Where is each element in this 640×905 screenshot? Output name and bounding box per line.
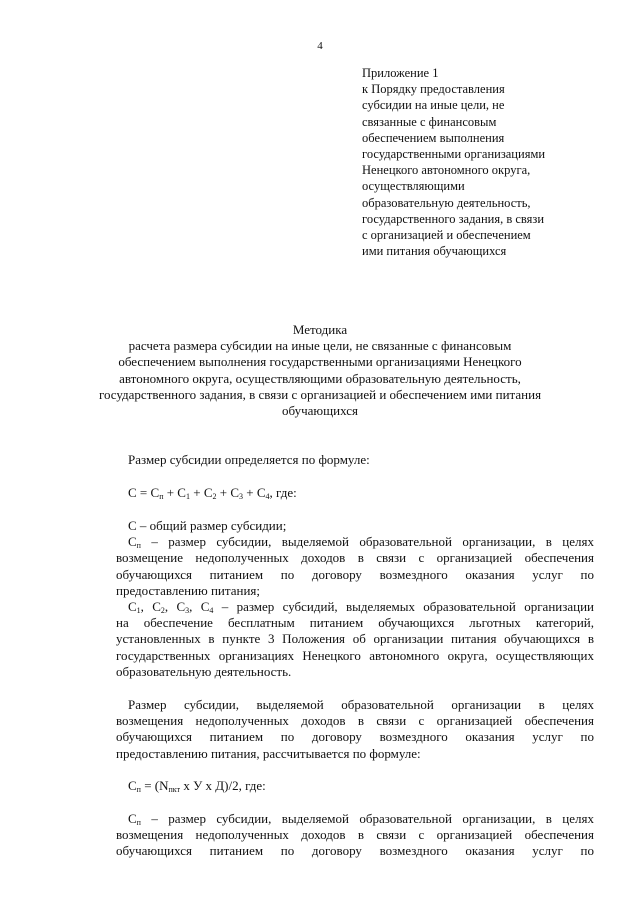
definitions-block: [116, 518, 594, 680]
formula-part: х У х Д)/2, где:: [180, 778, 266, 793]
definition-cp-repeat: [116, 811, 594, 860]
title-line: расчета размера субсидии на иные цели, не связанные с финансовым: [128, 338, 512, 354]
appendix-line: с организацией и обеспечением: [362, 228, 531, 243]
intro-paragraph: [116, 452, 594, 468]
methodology-title: [0, 322, 640, 419]
appendix-line: Приложение 1: [362, 66, 439, 80]
appendix-line: осуществляющими: [362, 179, 465, 194]
title-line: автономного округа, осуществляющими образовательную деятельность,: [119, 370, 521, 386]
formula-part: + С: [163, 485, 186, 500]
formula-part: С: [128, 778, 137, 793]
definition-c: С – общий размер субсидии;: [128, 518, 287, 533]
appendix-line: Ненецкого автономного округа,: [362, 163, 531, 178]
definition-cp-line: предоставлению питания;: [116, 582, 261, 598]
page-number: 4: [317, 40, 323, 52]
definition-cp-line: $С_п$ – размер субсидии, выделяемой образовательной организации, в целях: [128, 534, 594, 551]
formula-subscript: п: [136, 785, 141, 794]
formula-subscript: 1: [185, 492, 190, 501]
paragraph-line: Размер субсидии, выделяемой образовательной организации в целях: [128, 697, 594, 712]
appendix-line: к Порядку предоставления: [362, 82, 505, 97]
definition-cp2-line: возмещения недополученных доходов в связи с организацией обеспечения: [116, 827, 594, 843]
definition-cp2-line: обучающихся питанием по договору возмездного оказания услуг по: [116, 843, 594, 859]
definition-c14-line: государственных организациях Ненецкого автономного округа, осуществляющих: [116, 647, 594, 663]
formula-part: + С: [189, 485, 213, 500]
appendix-line: ими питания обучающихся: [362, 244, 507, 259]
definition-cp-line: возмещение недополученных доходов в связи с организацией обеспечения: [116, 550, 594, 566]
paragraph-line: обучающихся питанием по договору возмездного оказания услуг по: [116, 729, 594, 745]
formula-subscript: п: [159, 492, 164, 501]
title-line: обучающихся: [282, 403, 358, 419]
appendix-line: связанные с финансовым: [362, 114, 497, 129]
title-heading: Методика: [292, 322, 348, 337]
appendix-line: государственного задания, в связи: [362, 211, 545, 226]
title-line: государственного задания, в связи с организацией и обеспечением ими питания: [98, 386, 542, 402]
definition-c14-line: установленных в пункте 3 Положения об организации питания обучающихся в: [116, 631, 594, 647]
definition-c14-line: $С_1$, $С_2$, $С_3$, $С_4$ – размер субсидий, выделяемых образовательной организации: [128, 598, 594, 615]
definition-cp-line: обучающихся питанием по договору возмездного оказания услуг по: [116, 566, 594, 582]
formula-part: + С: [243, 485, 266, 500]
appendix-line: образовательную деятельность,: [362, 195, 531, 210]
formula-part: + С: [216, 485, 240, 500]
title-line: обеспечением выполнения государственными организациями Ненецкого: [118, 354, 522, 370]
appendix-line: государственными организациями: [362, 147, 546, 162]
formula-total: [116, 485, 594, 501]
paragraph-cp-calc: [116, 697, 594, 762]
formula-part: С = С: [128, 485, 160, 500]
intro-text: Размер субсидии определяется по формуле:: [128, 452, 370, 467]
formula-subscript: пкт: [168, 785, 181, 794]
formula-subscript: 2: [212, 492, 217, 501]
appendix-block: [362, 65, 612, 259]
paragraph-line: возмещения недополученных доходов в связи с организацией обеспечения: [116, 713, 594, 729]
paragraph-line: предоставлению питания, рассчитывается по формуле:: [116, 745, 421, 761]
definition-c14-line: образовательную деятельность.: [116, 663, 292, 679]
formula-part: , где:: [269, 485, 297, 500]
definition-c14-line: на обеспечение бесплатным питанием обучающихся льготных категорий,: [116, 615, 594, 631]
appendix-line: обеспечением выполнения: [362, 130, 505, 145]
appendix-line: субсидии на иные цели, не: [362, 98, 505, 113]
formula-part: = (N: [140, 778, 169, 793]
formula-subscript: 4: [265, 492, 270, 501]
formula-cp: [116, 778, 594, 794]
formula-subscript: 3: [239, 492, 244, 501]
definition-cp2-line: $С_п$ – размер субсидии, выделяемой образовательной организации, в целях: [128, 811, 594, 827]
